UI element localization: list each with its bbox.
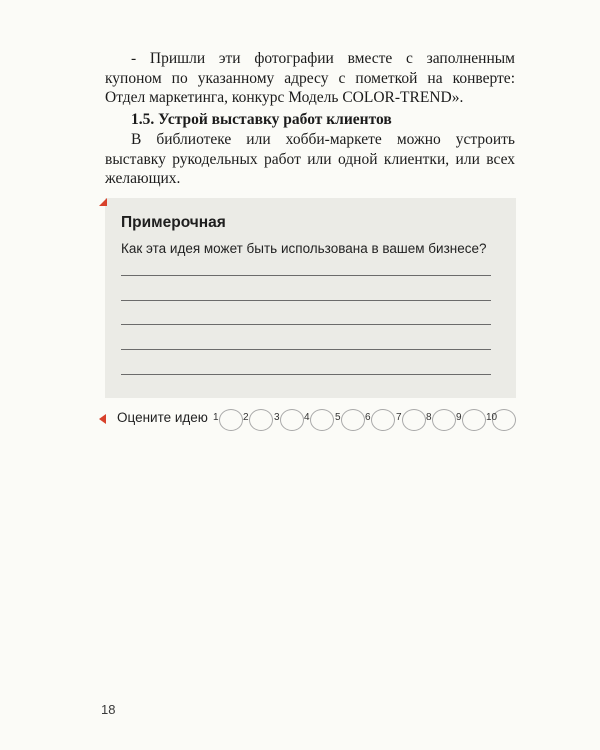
rating-circle bbox=[462, 409, 486, 431]
rating-circle bbox=[219, 409, 243, 431]
rating-option-2[interactable] bbox=[243, 405, 273, 433]
section-heading: 1.5. Устрой выставку работ клиентов bbox=[131, 111, 392, 128]
answer-line[interactable] bbox=[121, 275, 491, 276]
rating-option-10[interactable] bbox=[486, 405, 516, 433]
answer-line[interactable] bbox=[121, 349, 491, 350]
fitting-room-title: Примерочная bbox=[121, 214, 226, 231]
answer-line[interactable] bbox=[121, 300, 491, 301]
rating-number: 4 bbox=[304, 412, 310, 423]
rating-number: 8 bbox=[426, 412, 432, 423]
rating-number: 2 bbox=[243, 412, 249, 423]
rating-option-4[interactable] bbox=[304, 405, 334, 433]
page-number: 18 bbox=[101, 702, 116, 717]
rating-number: 9 bbox=[456, 412, 462, 423]
rating-option-8[interactable] bbox=[426, 405, 456, 433]
rating-option-7[interactable] bbox=[396, 405, 426, 433]
rating-number: 7 bbox=[396, 412, 402, 423]
rating-number: 10 bbox=[486, 412, 498, 423]
red-corner-marker bbox=[99, 198, 107, 206]
rating-circle bbox=[402, 409, 426, 431]
rating-circle bbox=[341, 409, 365, 431]
rating-number: 1 bbox=[213, 412, 219, 423]
rating-circle bbox=[249, 409, 273, 431]
rating-scale bbox=[213, 405, 518, 435]
rating-number: 6 bbox=[365, 412, 371, 423]
rating-option-6[interactable] bbox=[365, 405, 395, 433]
rating-number: 5 bbox=[335, 412, 341, 423]
rating-circle bbox=[310, 409, 334, 431]
rating-number: 3 bbox=[274, 412, 280, 423]
paragraph-exhibition: В библиотеке или хобби-маркете можно устроить выставку рукодельных работ или одной клиентки, или всех желающих. bbox=[105, 131, 515, 187]
rating-option-5[interactable] bbox=[335, 405, 365, 433]
rating-label: Оцените идею bbox=[117, 410, 208, 425]
rating-option-1[interactable] bbox=[213, 405, 243, 433]
red-arrow-marker bbox=[99, 414, 106, 424]
rating-option-9[interactable] bbox=[456, 405, 486, 433]
paragraph-coupon: - Пришли эти фотографии вместе с заполненным купоном по указанному адресу с пометкой на конверте: Отдел маркетинга, конкурс Модель COLOR-TREND». bbox=[105, 50, 515, 106]
answer-line[interactable] bbox=[121, 324, 491, 325]
fitting-room-question: Как эта идея может быть использована в вашем бизнесе? bbox=[121, 241, 487, 256]
rating-circle bbox=[371, 409, 395, 431]
rating-option-3[interactable] bbox=[274, 405, 304, 433]
answer-line[interactable] bbox=[121, 374, 491, 375]
rating-circle bbox=[280, 409, 304, 431]
rating-circle bbox=[432, 409, 456, 431]
